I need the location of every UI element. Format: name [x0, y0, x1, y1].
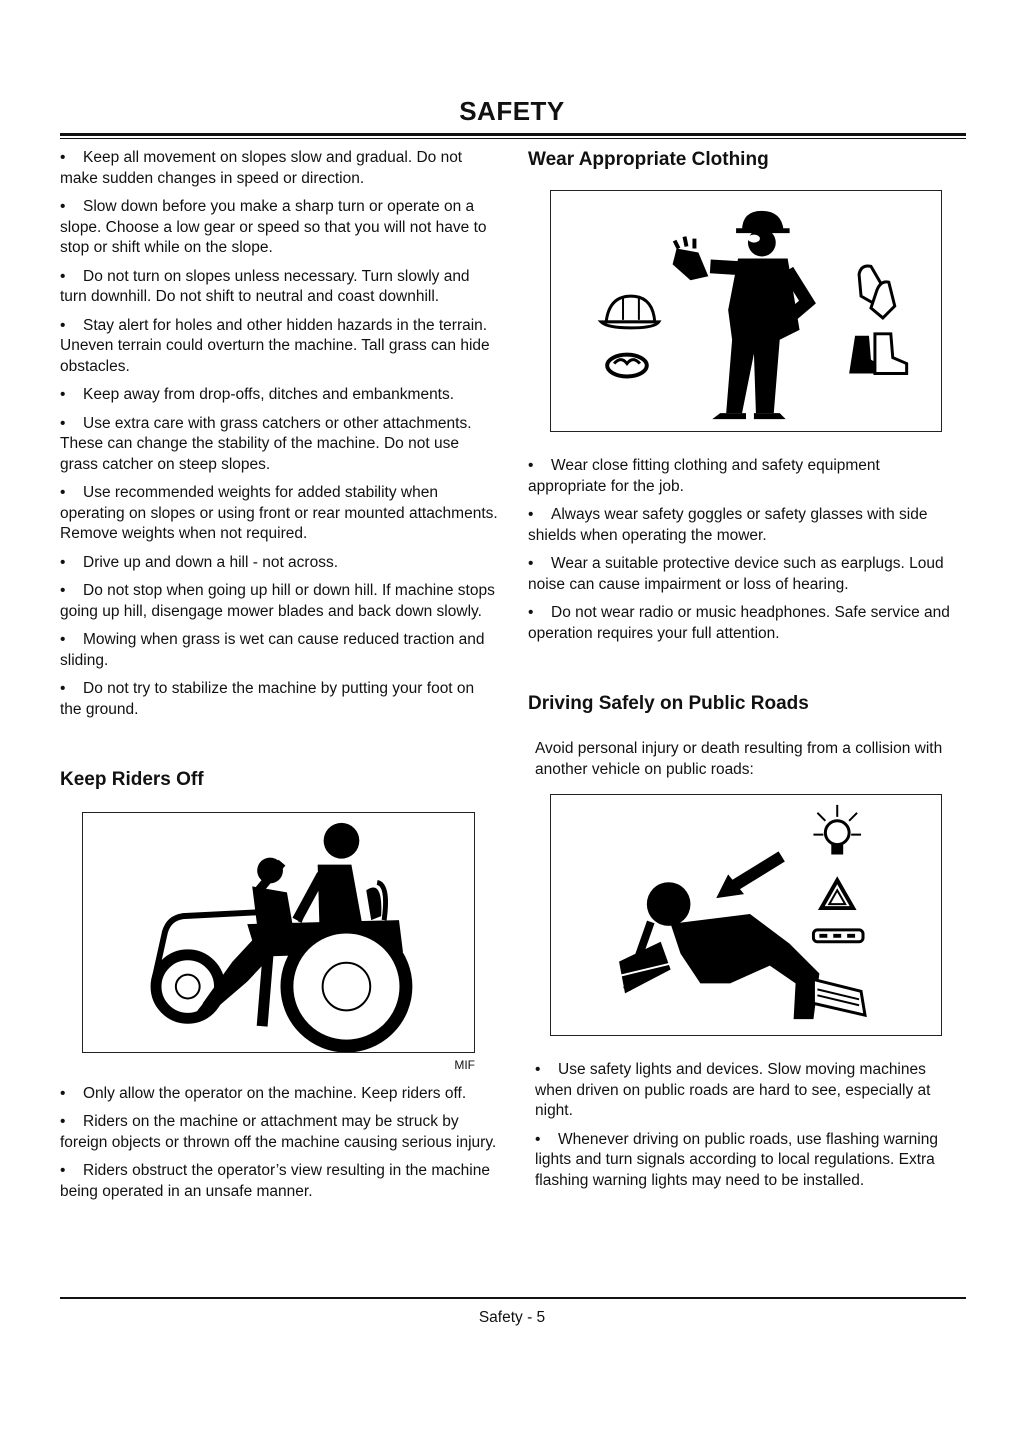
- bullet-dot: •: [528, 604, 534, 621]
- bullet-dot: •: [60, 1162, 66, 1179]
- roads-bullet: • Whenever driving on public roads, use flashing warning lights and turn signals according to local regulations. Extra flashing warning lights may need to be installed.: [535, 1130, 938, 1189]
- driving-safely-heading: Driving Safely on Public Roads: [528, 693, 809, 714]
- clothing-bullet: • Wear close fitting clothing and safety equipment appropriate for the job.: [528, 457, 880, 495]
- bullet-dot: •: [60, 631, 66, 648]
- roads-intro: Avoid personal injury or death resulting from a collision with another vehicle on public roads:: [535, 740, 943, 778]
- slope-bullet: • Slow down before you make a sharp turn or operate on a slope. Choose a low gear or speed so that you will not have to stop or shift while on the slope.: [60, 198, 487, 256]
- roads-bullet: • Use safety lights and devices. Slow moving machines when driven on public roads are hard to see, especially at night.: [535, 1061, 931, 1119]
- riders-bullet: • Riders obstruct the operator’s view resulting in the machine being operated in an unsafe manner.: [60, 1162, 490, 1200]
- left-column: [60, 148, 498, 1210]
- riders-bullet: • Riders on the machine or attachment may be struck by foreign objects or thrown off the machine causing serious injury.: [60, 1113, 497, 1151]
- bullet-dot: •: [528, 457, 534, 474]
- keep-riders-off-illustration: [82, 812, 475, 1053]
- protective-clothing-illustration: [550, 190, 942, 432]
- keep-riders-off-heading: Keep Riders Off: [60, 769, 204, 790]
- slope-bullet: • Drive up and down a hill - not across.: [60, 553, 498, 574]
- bullet-dot: •: [535, 1061, 541, 1078]
- bullet-dot: •: [60, 386, 66, 403]
- worker-with-safety-gear-icon: [551, 191, 941, 431]
- bullet-dot: •: [535, 1130, 541, 1148]
- tractor-rider-icon: [83, 813, 474, 1052]
- slope-bullet: • Keep away from drop-offs, ditches and embankments.: [60, 385, 498, 406]
- slope-bullet: • Do not stop when going up hill or down hill. If machine stops going up hill, disengage mower blades and back down slowly.: [60, 582, 495, 620]
- riders-bullet-list: [60, 1084, 498, 1203]
- right-column: [528, 148, 960, 1199]
- bullet-dot: •: [60, 198, 66, 215]
- clothing-bullet-list: [528, 456, 960, 644]
- bullet-dot: •: [60, 414, 66, 432]
- bullet-dot: •: [60, 484, 66, 501]
- wear-appropriate-clothing-heading: Wear Appropriate Clothing: [528, 149, 769, 170]
- figure-caption: MIF: [454, 1058, 475, 1072]
- roads-bullet-list: [535, 1060, 960, 1191]
- slope-bullet: • Mowing when grass is wet can cause reduced traction and sliding.: [60, 631, 485, 669]
- slope-bullet: • Use extra care with grass catchers or other attachments. These can change the stability of the machine. Do not use grass catcher on steep slopes.: [60, 414, 472, 473]
- slope-bullet: • Stay alert for holes and other hidden hazards in the terrain. Uneven terrain could overturn the machine. Tall grass can hide obstacles.: [60, 316, 490, 375]
- slope-bullet: • Do not try to stabilize the machine by putting your foot on the ground.: [60, 680, 475, 718]
- slope-bullet: • Do not turn on slopes unless necessary. Turn slowly and turn downhill. Do not shift to neutral and coast downhill.: [60, 267, 470, 305]
- clothing-bullet: • Do not wear radio or music headphones. Safe service and operation requires your full attention.: [528, 604, 950, 642]
- bullet-dot: •: [60, 582, 66, 599]
- header-rule-thick: [60, 133, 966, 136]
- bullet-dot: •: [60, 267, 66, 285]
- bullet-dot: •: [528, 506, 534, 523]
- page-footer: Safety - 5: [478, 1309, 546, 1326]
- clothing-bullet: • Always wear safety goggles or safety glasses with side shields when operating the mower.: [528, 506, 928, 544]
- bullet-dot: •: [60, 1113, 66, 1130]
- slope-bullet: • Use recommended weights for added stability when operating on slopes or using front or rear mounted attachments. Remove weights when not required.: [60, 484, 498, 542]
- bullet-dot: •: [60, 316, 66, 334]
- slope-bullet: • Keep all movement on slopes slow and gradual. Do not make sudden changes in speed or direction.: [60, 149, 463, 187]
- bullet-dot: •: [60, 553, 66, 571]
- bullet-dot: •: [60, 1084, 66, 1102]
- bullet-dot: •: [60, 149, 66, 166]
- slope-bullet-list: [60, 148, 498, 720]
- riders-bullet: • Only allow the operator on the machine. Keep riders off.: [60, 1084, 498, 1105]
- bullet-dot: •: [528, 555, 534, 572]
- footer-rule: [60, 1297, 966, 1299]
- clothing-bullet: • Wear a suitable protective device such as earplugs. Loud noise can cause impairment or loss of hearing.: [528, 555, 944, 593]
- public-roads-illustration: [550, 794, 942, 1036]
- collision-warning-icon: [551, 795, 941, 1035]
- bullet-dot: •: [60, 680, 66, 697]
- page-title: SAFETY: [459, 96, 565, 126]
- header-rule-thin: [60, 138, 966, 139]
